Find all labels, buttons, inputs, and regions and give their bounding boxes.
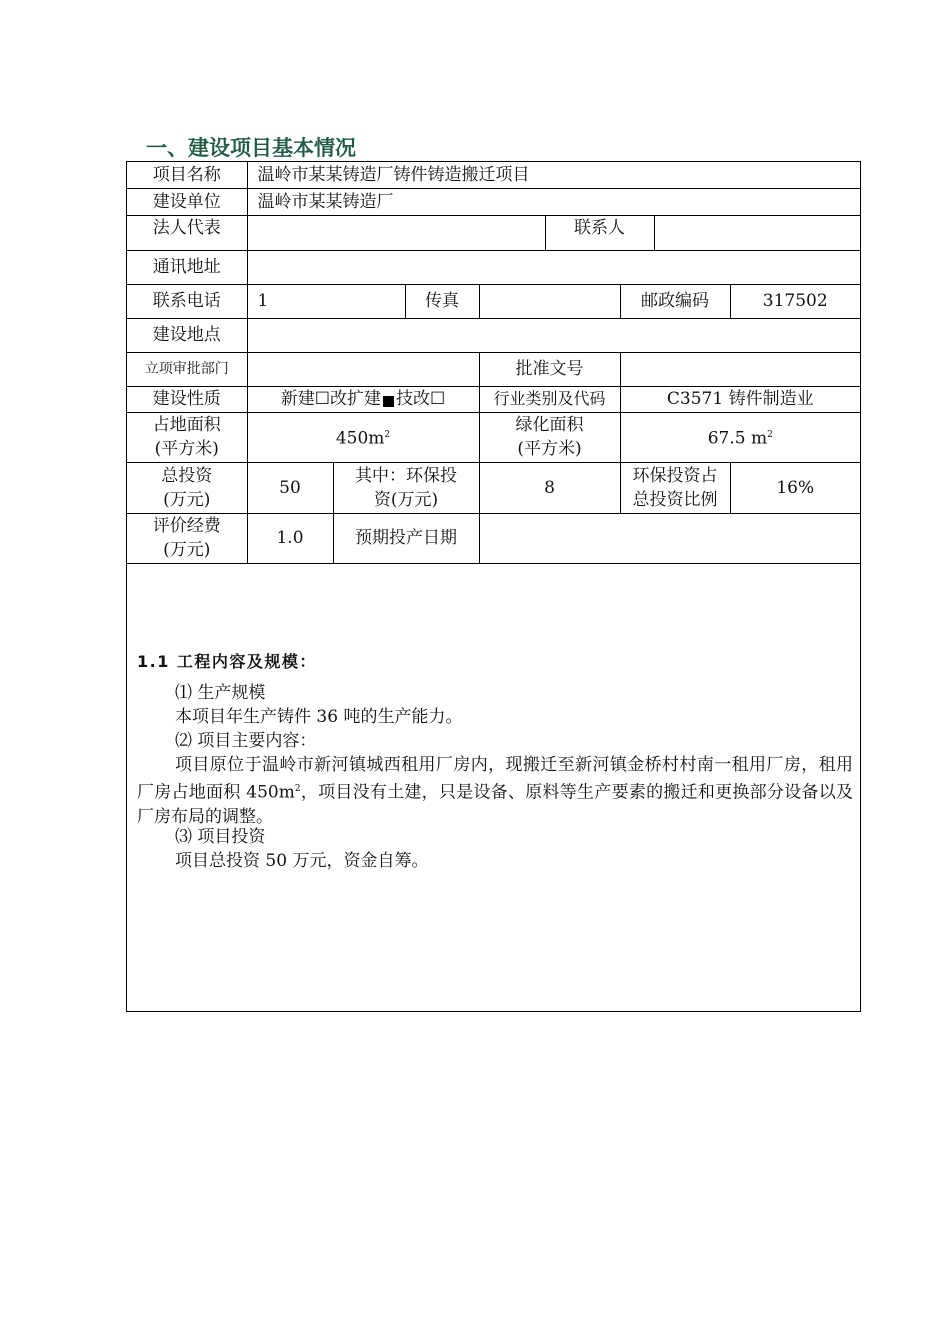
- table-row: [127, 284, 860, 318]
- unit-label: 建设单位: [127, 188, 247, 215]
- env-invest-value: 8: [479, 462, 620, 513]
- total-invest-value: 50: [247, 462, 333, 513]
- postcode-value: 317502: [730, 284, 860, 318]
- nature-new-text: 新建☐改扩建: [280, 389, 381, 409]
- eval-fee-label: 评价经费 (万元): [127, 513, 247, 563]
- prod-date-label: 预期投产日期: [333, 513, 479, 563]
- env-ratio-label: 环保投资占 总投资比例: [620, 462, 730, 513]
- table-row: [127, 318, 860, 352]
- land-area-value: $450m^2$: [247, 412, 479, 462]
- approval-no-value: [620, 352, 860, 386]
- paragraph: 本项目年生产铸件 36 吨的生产能力。: [175, 707, 463, 727]
- table-row: [127, 412, 860, 462]
- section-title: 1.1 工程内容及规模：: [137, 652, 317, 671]
- checked-box-icon: [383, 396, 394, 407]
- paragraph: ⑶ 项目投资: [175, 827, 266, 847]
- table-row: [127, 386, 860, 412]
- legal-rep-value: [247, 215, 545, 250]
- table-row: [127, 250, 860, 284]
- table-row: [127, 462, 860, 513]
- paragraph: ⑴ 生产规模: [175, 683, 266, 703]
- address-value: [247, 250, 860, 284]
- paragraph: 项目总投资 50 万元，资金自筹。: [175, 851, 429, 871]
- site-label: 建设地点: [127, 318, 247, 352]
- nature-value: [247, 386, 479, 412]
- project-name-value: 温岭市某某铸造厂铸件铸造搬迁项目: [247, 162, 860, 188]
- approval-dept-label: 立项审批部门: [127, 352, 247, 386]
- env-invest-label: 其中：环保投 资(万元): [333, 462, 479, 513]
- info-table: [127, 162, 860, 564]
- table-row: [127, 215, 860, 250]
- site-value: [247, 318, 860, 352]
- fax-value: [479, 284, 620, 318]
- nature-label: 建设性质: [127, 386, 247, 412]
- land-area-label: 占地面积 (平方米): [127, 412, 247, 462]
- fax-label: 传真: [405, 284, 479, 318]
- project-info-form: [126, 161, 861, 1012]
- postcode-label: 邮政编码: [620, 284, 730, 318]
- industry-label: 行业类别及代码: [479, 386, 620, 412]
- project-name-label: 项目名称: [127, 162, 247, 188]
- contact-value: [654, 215, 860, 250]
- phone-value: 1: [247, 284, 405, 318]
- industry-value: C3571 铸件制造业: [620, 386, 860, 412]
- env-ratio-value: 16%: [730, 462, 860, 513]
- approval-no-label: 批准文号: [479, 352, 620, 386]
- phone-label: 联系电话: [127, 284, 247, 318]
- table-row: [127, 513, 860, 563]
- table-row: [127, 162, 860, 188]
- approval-dept-value: [247, 352, 479, 386]
- table-row: [127, 188, 860, 215]
- nature-tech-text: 技改☐: [396, 389, 446, 409]
- legal-rep-label: 法人代表: [127, 215, 247, 250]
- paragraph: 项目原位于温岭市新河镇城西租用厂房内，现搬迁至新河镇金桥村村南一租用厂房，租用厂房占地面积 $450m^2$，项目没有土建，只是设备、原料等生产要素的搬迁和更换部分设备以及厂房布局的调整。: [137, 755, 853, 827]
- prod-date-value: [479, 513, 860, 563]
- contact-label: 联系人: [545, 215, 654, 250]
- green-area-value: 67.5 $m^2$: [620, 412, 860, 462]
- table-row: [127, 352, 860, 386]
- paragraph: ⑵ 项目主要内容：: [175, 731, 317, 751]
- green-area-label: 绿化面积 (平方米): [479, 412, 620, 462]
- total-invest-label: 总投资 (万元): [127, 462, 247, 513]
- eval-fee-value: 1.0: [247, 513, 333, 563]
- unit-value: 温岭市某某铸造厂: [247, 188, 860, 215]
- section-heading: 一、建设项目基本情况: [146, 136, 356, 160]
- address-label: 通讯地址: [127, 250, 247, 284]
